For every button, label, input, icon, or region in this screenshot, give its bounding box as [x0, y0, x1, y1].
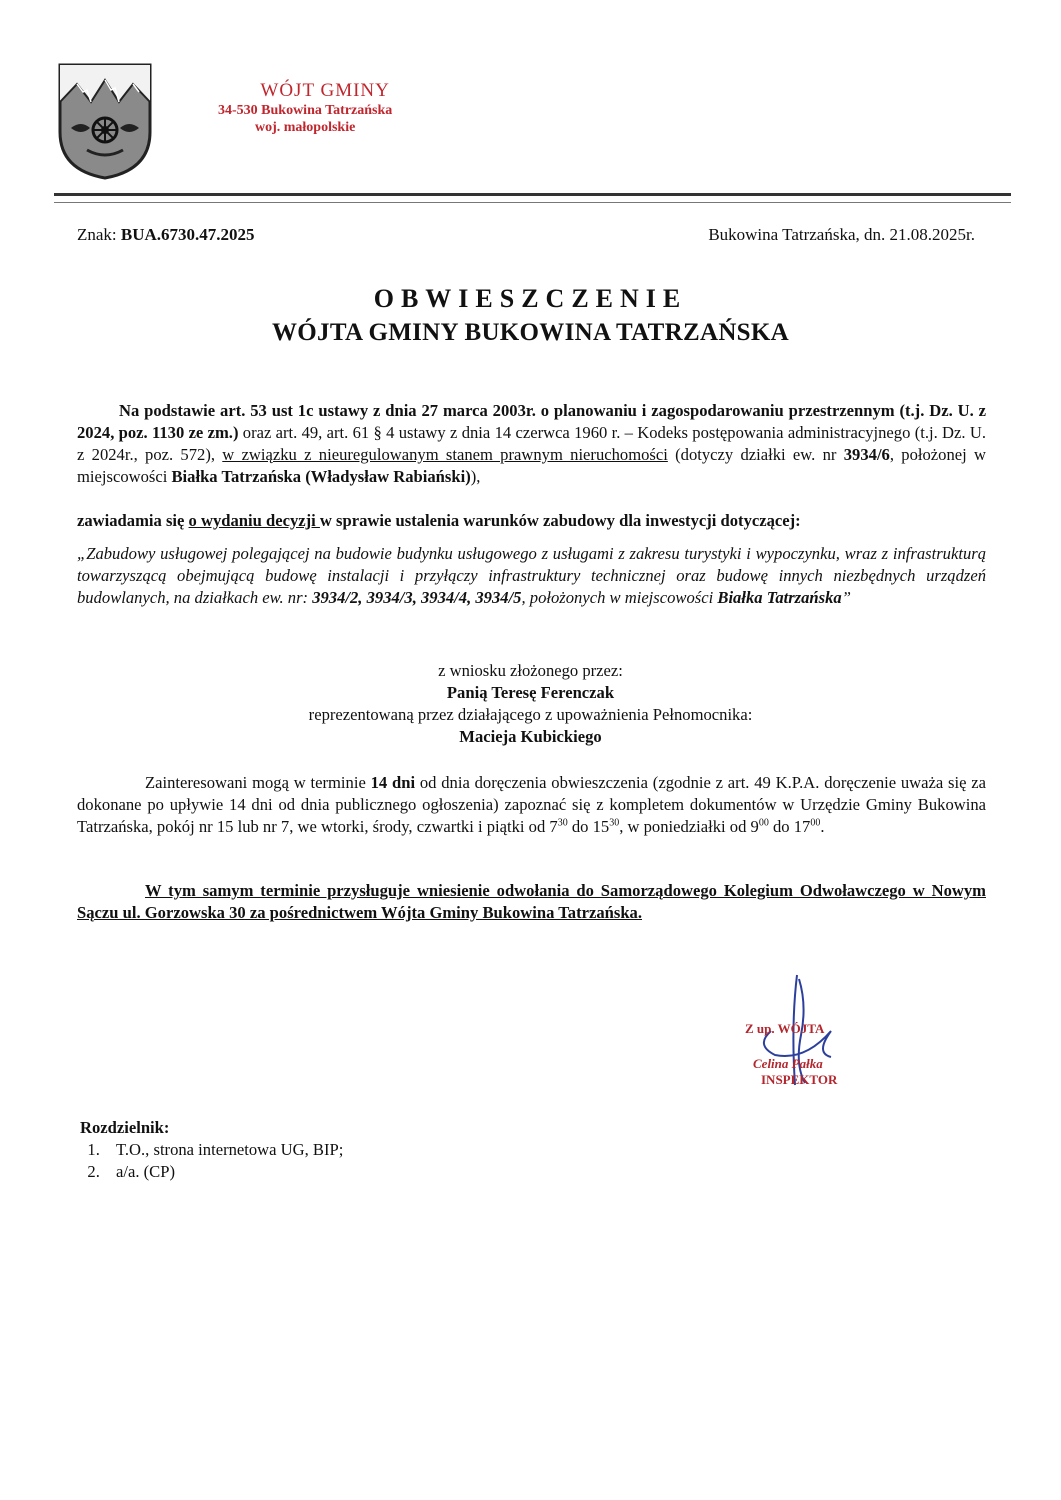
- reference-number: [77, 225, 255, 245]
- investment-locality: Białka Tatrzańska: [717, 588, 842, 607]
- signature-stamp-line1: Z up. WÓJTA: [745, 1021, 825, 1036]
- investment-description: [77, 543, 986, 609]
- stamp-region: woj. małopolskie: [254, 120, 356, 135]
- distribution-list: [80, 1117, 343, 1183]
- plot-number: 3934/6: [843, 445, 890, 464]
- time-minutes: 00: [810, 817, 821, 829]
- stamp-title: WÓJT GMINY: [260, 80, 390, 101]
- signature-stamp: [735, 965, 875, 1115]
- header-divider: [54, 193, 1011, 203]
- proxy-intro: reprezentowaną przez działającego z upoważnienia Pełnomocnika:: [308, 705, 753, 724]
- legal-basis-text: (dotyczy działki ew. nr: [667, 445, 844, 464]
- legal-basis-text: oraz art. 49, art. 61 § 4 ustawy z dnia 14 czerwca 1960 r. – Kodeks postępowania administracyjnego (t.j. Dz. U. z 2024r., poz. 572),: [77, 423, 986, 464]
- list-item: 1. T.O., strona internetowa UG, BIP;: [104, 1139, 343, 1161]
- place-and-date: Bukowina Tatrzańska, dn. 21.08.2025r.: [708, 225, 975, 244]
- office-stamp: [218, 80, 392, 136]
- legal-basis-text: ),: [470, 467, 481, 486]
- stamp-address: 34-530 Bukowina Tatrzańska: [218, 103, 393, 118]
- applicant-name: Panią Teresę Ferenczak: [446, 683, 615, 702]
- distribution-title: Rozdzielnik:: [80, 1118, 170, 1137]
- legal-basis-bold: Na podstawie art. 53 ust 1c ustawy z dnia 27 marca 2003r. o planowaniu i zagospodarowaniu przestrzennym (t.j. Dz. U. z 2024, poz. 1130 ze zm.): [77, 401, 986, 442]
- document-title: OBWIESZCZENIE: [373, 284, 688, 313]
- legal-basis-paragraph: [77, 400, 986, 488]
- investment-text: „Zabudowy usługowej polegającej na budowie budynku usługowego z usługami z zakresu turystyki i wypoczynku, wraz z infrastrukturą towarzyszącą obejmującą budowę instalacji i przyłączy infrastruktury technicznej oraz budowę innych niezbędnych urządzeń budowlanych, na działkach ew. nr:: [77, 544, 986, 607]
- inspection-text: od dnia doręczenia obwieszczenia (zgodnie z art. 49 K.P.A. doręczenie uważa się za dokonane po upływie 14 dni od dnia publicznego ogłoszenia) zapoznać się z kompletem dokumentów w Urzędzie Gminy Bukowina Tatrzańska, pokój nr 15 lub nr 7, we wtorki, środy, czwartki i piątki od 7: [77, 773, 987, 836]
- document-subtitle: WÓJTA GMINY BUKOWINA TATRZAŃSKA: [271, 319, 789, 346]
- appeal-paragraph: W tym samym terminie przysługuje wniesienie odwołania do Samorządowego Kolegium Odwoławczego w Nowym Sączu ul. Gorzowska 30 za pośrednictwem Wójta Gminy Bukowina Tatrzańska.: [77, 881, 986, 922]
- notice-text: zawiadamia się: [77, 511, 189, 530]
- notice-paragraph: [77, 510, 986, 532]
- proxy-name: Macieja Kubickiego: [459, 727, 602, 746]
- investment-text: ”: [841, 588, 851, 607]
- applicant-block: [0, 660, 1061, 748]
- investment-text: , położonych w miejscowości: [521, 588, 718, 607]
- signature-stamp-line2: Celina Pałka: [753, 1056, 823, 1071]
- signature-stamp-line3: INSPEKTOR: [761, 1072, 838, 1087]
- investment-plots: 3934/2, 3934/3, 3934/4, 3934/5: [312, 588, 522, 607]
- notice-underlined: o wydaniu decyzji: [188, 511, 320, 530]
- inspection-text: , w poniedziałki od 9: [619, 817, 759, 836]
- time-minutes: 30: [557, 817, 568, 829]
- notice-text: w sprawie ustalenia warunków zabudowy dla inwestycji dotyczącej:: [319, 511, 801, 530]
- time-minutes: 30: [609, 817, 620, 829]
- deadline-days: 14 dni: [370, 773, 416, 792]
- inspection-text: Zainteresowani mogą w terminie: [145, 773, 371, 792]
- inspection-text: .: [820, 817, 825, 836]
- distribution-items: [80, 1139, 343, 1183]
- legal-basis-underlined: w związku z nieuregulowanym stanem prawnym nieruchomości: [222, 445, 668, 464]
- inspection-text: do 17: [768, 817, 811, 836]
- locality-owner: Białka Tatrzańska (Władysław Rabiański): [171, 467, 471, 486]
- inspection-paragraph: [77, 772, 986, 838]
- time-minutes: 00: [758, 817, 769, 829]
- legal-basis-text: , położonej w miejscowości: [77, 445, 987, 486]
- inspection-text: do 15: [567, 817, 610, 836]
- reference-value: BUA.6730.47.2025: [120, 225, 255, 244]
- coat-of-arms-icon: [57, 62, 153, 180]
- applicant-intro: z wniosku złożonego przez:: [438, 661, 623, 680]
- list-item: 2. a/a. (CP): [104, 1161, 343, 1183]
- reference-label: Znak:: [77, 225, 117, 244]
